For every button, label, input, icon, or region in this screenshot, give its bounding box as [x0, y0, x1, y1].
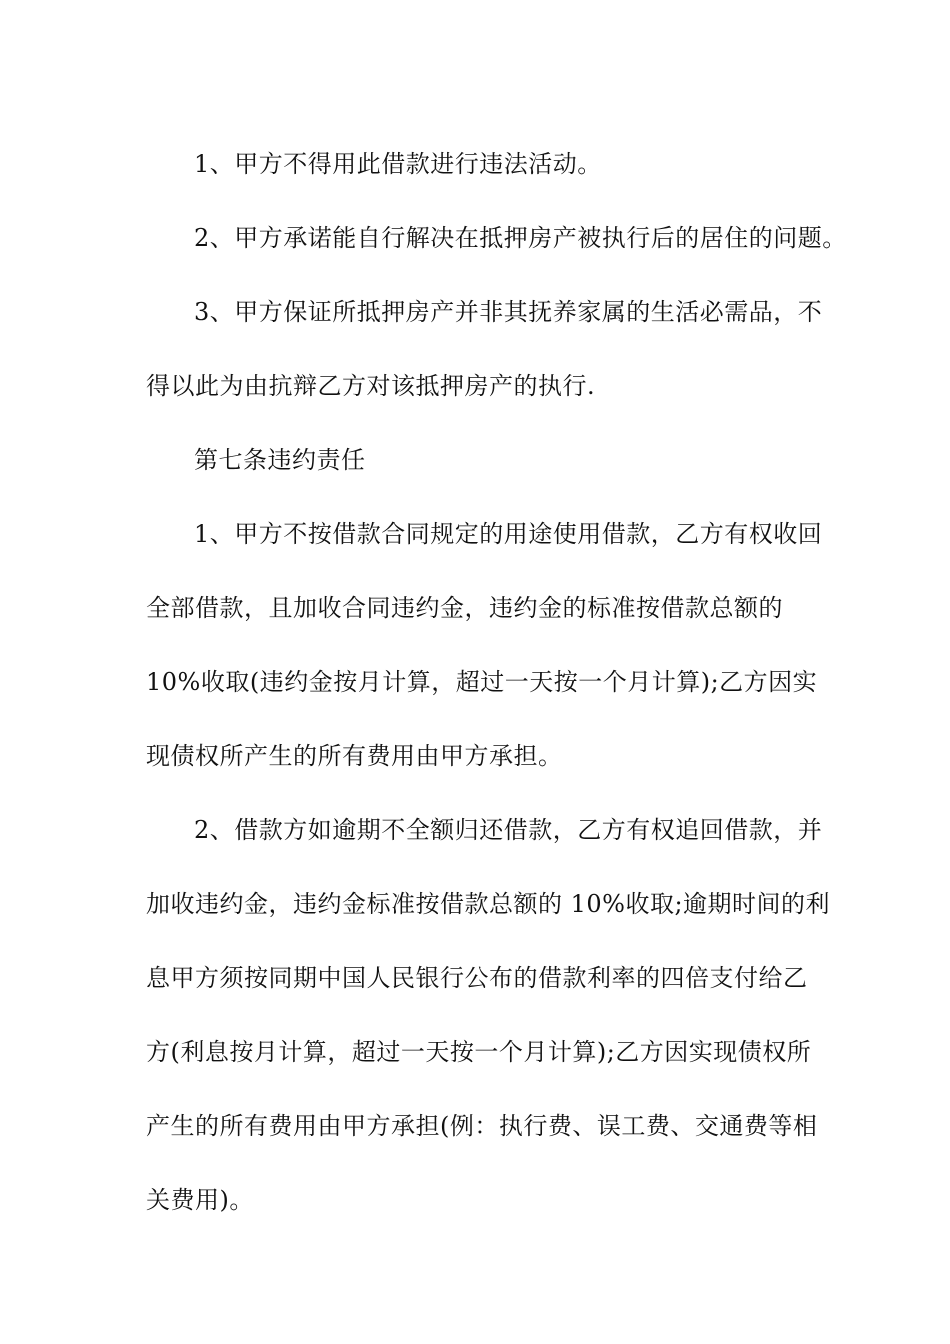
- paragraph-line: 加收违约金，违约金标准按借款总额的 10%收取;逾期时间的利: [146, 890, 831, 918]
- clause-2-paragraph: [146, 201, 847, 275]
- paragraph-line: 现债权所产生的所有费用由甲方承担。: [146, 742, 563, 770]
- clause-3-paragraph: [146, 275, 823, 423]
- paragraph-line: 2、甲方承诺能自行解决在抵押房产被执行后的居住的问题。: [194, 224, 847, 252]
- paragraph-line: 1、甲方不得用此借款进行违法活动。: [194, 150, 602, 178]
- paragraph-line: 1、甲方不按借款合同规定的用途使用借款，乙方有权收回: [194, 520, 823, 548]
- paragraph-line: 关费用)。: [146, 1186, 254, 1214]
- breach-clause-2-paragraph: [146, 793, 831, 1237]
- paragraph-line: 10%收取(违约金按月计算，超过一天按一个月计算);乙方因实: [146, 668, 818, 696]
- paragraph-line: 3、甲方保证所抵押房产并非其抚养家属的生活必需品，不: [194, 298, 823, 326]
- paragraph-line: 产生的所有费用由甲方承担(例：执行费、误工费、交通费等相: [146, 1112, 818, 1140]
- paragraph-line: 得以此为由抗辩乙方对该抵押房产的执行.: [146, 372, 596, 400]
- article-7-heading: [146, 423, 810, 497]
- clause-1-paragraph: [146, 127, 810, 201]
- paragraph-line: 2、借款方如逾期不全额归还借款，乙方有权追回借款，并: [194, 816, 823, 844]
- paragraph-line: 方(利息按月计算，超过一天按一个月计算);乙方因实现债权所: [146, 1038, 812, 1066]
- breach-clause-1-paragraph: [146, 497, 823, 793]
- document-body: [146, 127, 847, 1237]
- section-heading: 第七条违约责任: [194, 446, 366, 474]
- paragraph-line: 全部借款，且加收合同违约金，违约金的标准按借款总额的: [146, 594, 783, 622]
- paragraph-line: 息甲方须按同期中国人民银行公布的借款利率的四倍支付给乙: [146, 964, 808, 992]
